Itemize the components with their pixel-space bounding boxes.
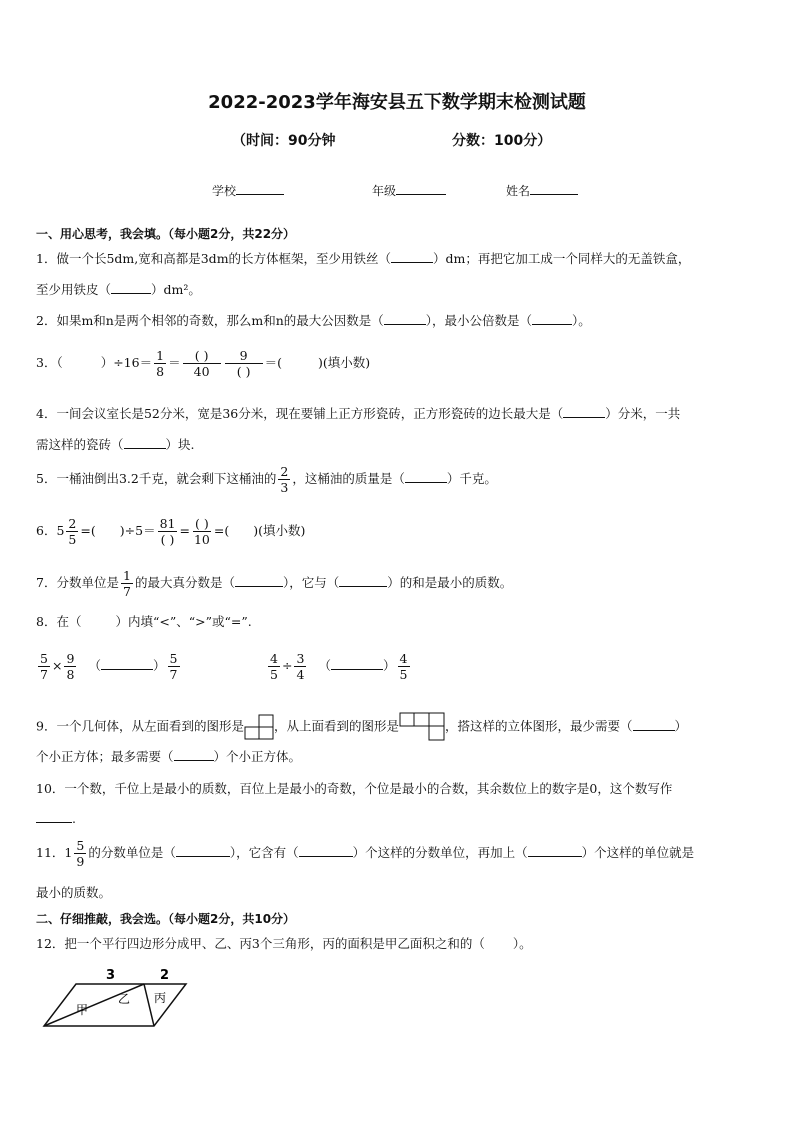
- grade-blank[interactable]: [396, 182, 446, 195]
- school-blank[interactable]: [236, 182, 284, 195]
- label-3: 3: [106, 968, 116, 983]
- q9-text-a: 9．一个几何体，从左面看到的图形是: [36, 718, 244, 734]
- q4-blank-2[interactable]: [124, 436, 166, 449]
- question-7: [36, 568, 512, 599]
- q8l-op: ×: [52, 658, 63, 673]
- question-9-line-2: [36, 748, 301, 766]
- q4-text-b: ）分米，一共: [605, 406, 681, 421]
- q3-text-b: ）÷16＝: [100, 355, 153, 370]
- q12-end: ）。: [512, 936, 532, 951]
- q10-blank[interactable]: [36, 810, 72, 823]
- q10-period: .: [72, 811, 76, 826]
- q8r-op: ÷: [282, 658, 293, 673]
- q11-text-d: ）个这样的分数单位，再加上（: [352, 845, 528, 860]
- q8l-frac-2: $\frac{9}{8}$: [64, 651, 76, 682]
- q8-text-a: 8．在（: [36, 614, 82, 629]
- q7-text-a: 7．分数单位是: [36, 575, 119, 590]
- grade-field: [372, 182, 446, 199]
- q1-blank-2[interactable]: [111, 281, 151, 294]
- question-11-line-1: [36, 838, 694, 869]
- q9-text-e: 个小正方体；最多需要（: [36, 749, 174, 764]
- q6-text-e: )(填小数): [253, 523, 306, 538]
- question-6: [36, 516, 305, 547]
- q6-fraction-2: $\frac{81}{( )}$: [159, 516, 176, 547]
- q1-text-d: ）dm²。: [151, 282, 201, 297]
- school-label: 学校: [212, 184, 237, 198]
- q6-equals: =: [179, 523, 190, 538]
- q6-text-a: 6．5: [36, 523, 65, 538]
- q6-fraction-1: $\frac{2}{5}$: [66, 516, 78, 547]
- question-4-line-1: [36, 405, 680, 423]
- name-field: [506, 182, 578, 199]
- q8-blank-left[interactable]: [101, 657, 153, 670]
- q2-text-c: ）。: [572, 313, 591, 328]
- q3-fraction-1: $\frac{1}{8}$: [154, 348, 166, 379]
- q6-text-b: =(: [80, 523, 96, 538]
- q5-text-a: 5．一桶油倒出3.2千克，就会剩下这桶油的: [36, 471, 277, 486]
- q7-text-c: ），它与（: [282, 575, 340, 590]
- left-view-figure: [244, 714, 274, 740]
- q2-blank-1[interactable]: [384, 312, 426, 325]
- grade-label: 年级: [372, 184, 397, 198]
- q5-fraction: $\frac{2}{3}$: [278, 464, 290, 495]
- question-4-line-2: [36, 436, 195, 454]
- q5-blank[interactable]: [405, 470, 447, 483]
- name-blank[interactable]: [530, 182, 578, 195]
- q8r-close: ）: [382, 658, 396, 673]
- q8r-frac-2: $\frac{3}{4}$: [294, 651, 306, 682]
- q9-text-d: ）: [674, 718, 688, 734]
- q7-text-d: ）的和是最小的质数。: [387, 575, 513, 590]
- q9-blank-1[interactable]: [633, 718, 675, 731]
- exam-score: 分数：100分）: [452, 133, 552, 149]
- q2-blank-2[interactable]: [532, 312, 572, 325]
- exam-time: （时间：90分钟: [232, 133, 336, 149]
- top-view-figure: [399, 712, 445, 742]
- q8-compare-right: [266, 651, 412, 682]
- question-10-line-1: 10．一个数，千位上是最小的质数，百位上是最小的奇数，个位是最小的合数，其余数位上的数字是0，这个数写作: [36, 781, 673, 796]
- q3-text-a: 3．（: [36, 355, 63, 370]
- q8r-frac-1: $\frac{4}{5}$: [268, 651, 280, 682]
- q4-blank-1[interactable]: [563, 405, 605, 418]
- q3-text-d: )(填小数): [318, 355, 371, 370]
- q2-text-b: ），最小公倍数是（: [425, 313, 533, 328]
- q8-text-b: ）内填“<”、“>”或“=”.: [115, 614, 252, 629]
- q8l-frac-3: $\frac{5}{7}$: [168, 651, 180, 682]
- q9-blank-2[interactable]: [174, 748, 214, 761]
- page-title: 2022-2023学年海安县五下数学期末检测试题: [208, 92, 586, 113]
- question-3: [36, 348, 370, 379]
- q11-blank-2[interactable]: [299, 844, 353, 857]
- q9-text-f: ）个小正方体。: [213, 749, 302, 764]
- question-10-line-2: [36, 810, 76, 828]
- parallelogram-figure: [36, 964, 196, 1032]
- q11-text-c: ），它含有（: [229, 845, 299, 860]
- question-11-line-2: 最小的质数。: [36, 885, 112, 900]
- q8-blank-right[interactable]: [331, 657, 383, 670]
- q3-equals: ＝: [168, 355, 181, 370]
- q7-blank-1[interactable]: [235, 574, 283, 587]
- question-1-line-1: [36, 250, 690, 268]
- q7-text-b: 的最大真分数是（: [134, 575, 235, 590]
- section-2-heading: 二、仔细推敲，我会选。（每小题2分，共10分）: [36, 912, 296, 926]
- label-yi: 乙: [118, 992, 131, 1006]
- q6-fraction-3: $\frac{( )}{10}$: [193, 516, 210, 547]
- q4-text-d: ）块.: [165, 437, 195, 452]
- q2-text-a: 2．如果m和n是两个相邻的奇数，那么m和n的最大公因数是（: [36, 313, 384, 328]
- q8l-close: ）: [152, 658, 166, 673]
- q1-text-c: 至少用铁皮（: [36, 282, 112, 297]
- q7-blank-2[interactable]: [339, 574, 387, 587]
- label-2: 2: [160, 968, 170, 983]
- label-jia: 甲: [76, 1003, 89, 1017]
- question-12: [36, 935, 532, 953]
- q12-text: 12．把一个平行四边形分成甲、乙、丙3个三角形，丙的面积是甲乙面积之和的（: [36, 936, 485, 951]
- diagonal-line-2: [144, 984, 154, 1026]
- q11-blank-1[interactable]: [176, 844, 230, 857]
- section-1-heading: 一、用心思考，我会填。（每小题2分，共22分）: [36, 227, 296, 241]
- q9-text-b: ，从上面看到的图形是: [273, 718, 399, 734]
- q4-text-c: 需这样的瓷砖（: [36, 437, 124, 452]
- q9-text-c: ，搭这样的立体图形，最少需要（: [444, 718, 633, 734]
- q8l-frac-1: $\frac{5}{7}$: [38, 651, 50, 682]
- q3-fraction-2: $\frac{( )}{40}$: [183, 348, 221, 379]
- school-field: [212, 182, 284, 199]
- q11-blank-3[interactable]: [528, 844, 582, 857]
- q4-text-a: 4．一间会议室长是52分米，宽是36分米，现在要铺上正方形瓷砖，正方形瓷砖的边长最大是（: [36, 406, 564, 421]
- question-5: [36, 464, 497, 495]
- q8-compare-left: [36, 651, 182, 682]
- q11-text-a: 11．1: [36, 845, 73, 860]
- q11-text-b: 的分数单位是（: [88, 845, 176, 860]
- q5-text-c: ）千克。: [446, 471, 497, 486]
- q11-fraction: $\frac{5}{9}$: [74, 838, 86, 869]
- q7-fraction: $\frac{1}{7}$: [121, 568, 133, 599]
- q1-blank-1[interactable]: [391, 250, 433, 263]
- q1-text-a: 1．做一个长5dm,宽和高都是3dm的长方体框架，至少用铁丝（: [36, 251, 392, 266]
- q8r-frac-3: $\frac{4}{5}$: [398, 651, 410, 682]
- question-8: [36, 613, 252, 631]
- name-label: 姓名: [506, 184, 531, 198]
- question-1-line-2: [36, 281, 201, 299]
- q6-text-d: =(: [213, 523, 230, 538]
- q6-text-c: )÷5＝: [119, 523, 156, 538]
- label-bing: 丙: [154, 991, 167, 1005]
- question-2: [36, 312, 591, 330]
- q3-fraction-3: $\frac{9}{( )}$: [225, 348, 263, 379]
- q1-text-b: ）dm；再把它加工成一个同样大的无盖铁盒，: [433, 251, 691, 266]
- q5-text-b: ，这桶油的质量是（: [292, 471, 405, 486]
- q11-text-e: ）个这样的单位就是: [581, 845, 695, 860]
- q8l-open: （: [88, 658, 101, 673]
- q3-text-c: ＝(: [264, 355, 282, 370]
- question-9-line-1: [36, 712, 687, 742]
- q8r-open: （: [318, 658, 331, 673]
